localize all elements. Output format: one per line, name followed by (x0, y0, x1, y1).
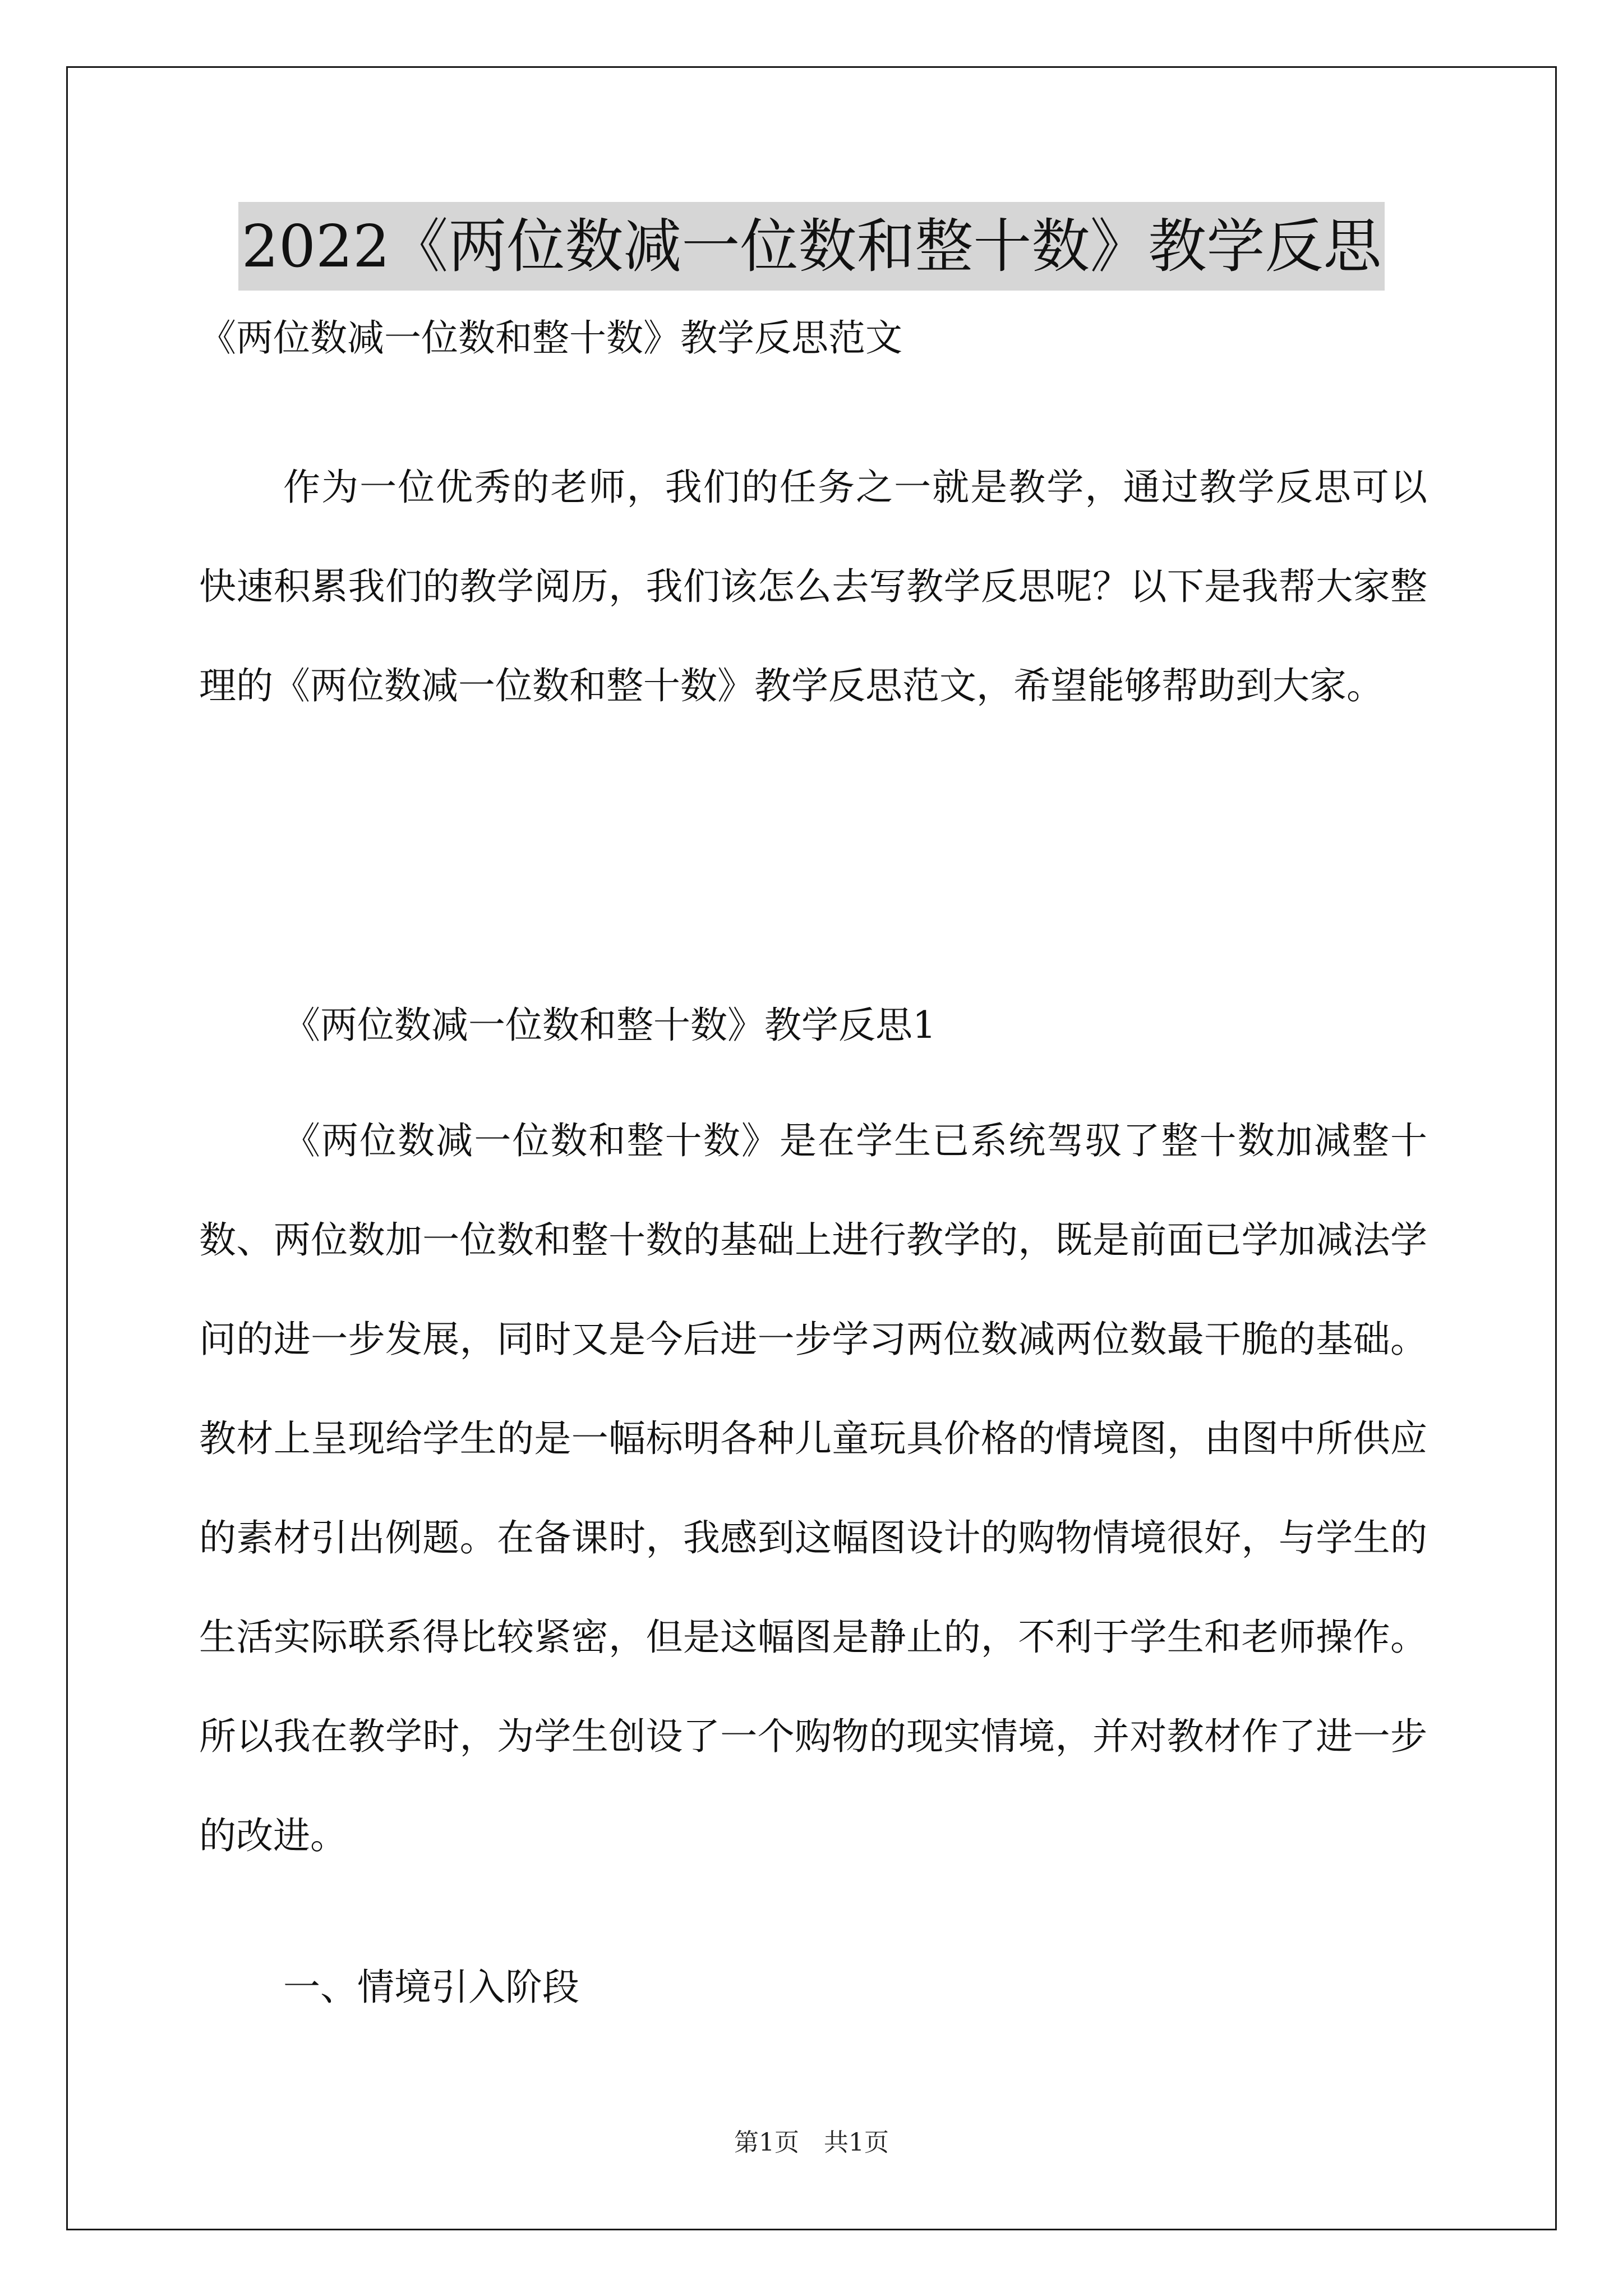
section-heading: 《两位数减一位数和整十数》教学反思1 (283, 1004, 936, 1047)
page-number: 第1页 共1页 (734, 2128, 889, 2157)
document-title: 2022《两位数减一位数和整十数》教学反思 (238, 202, 1385, 291)
title-container (0, 202, 1623, 291)
body-paragraph: 《两位数减一位数和整十数》是在学生已系统驾驭了整十数加减整十数、两位数加一位数和整十数的基础上进行教学的，既是前面已学加减法学问的进一步发展，同时又是今后进一步学习两位数减两位数最干脆的基础。教材上呈现给学生的是一幅标明各种儿童玩具价格的情境图，由图中所供应的素材引出例题。在备课时，我感到这幅图设计的购物情境很好，与学生的生活实际联系得比较紧密，但是这幅图是静止的，不利于学生和老师操作。所以我在教学时，为学生创设了一个购物的现实情境，并对教材作了进一步的改进。 (199, 1119, 1427, 1857)
stage-heading: 一、情境引入阶段 (283, 1966, 579, 2009)
intro-paragraph: 作为一位优秀的老师，我们的任务之一就是教学，通过教学反思可以快速积累我们的教学阅历，我们该怎么去写教学反思呢？以下是我帮大家整理的《两位数减一位数和整十数》教学反思范文，希望能够帮助到大家。 (199, 466, 1427, 707)
document-subtitle: 《两位数减一位数和整十数》教学反思范文 (199, 316, 902, 360)
